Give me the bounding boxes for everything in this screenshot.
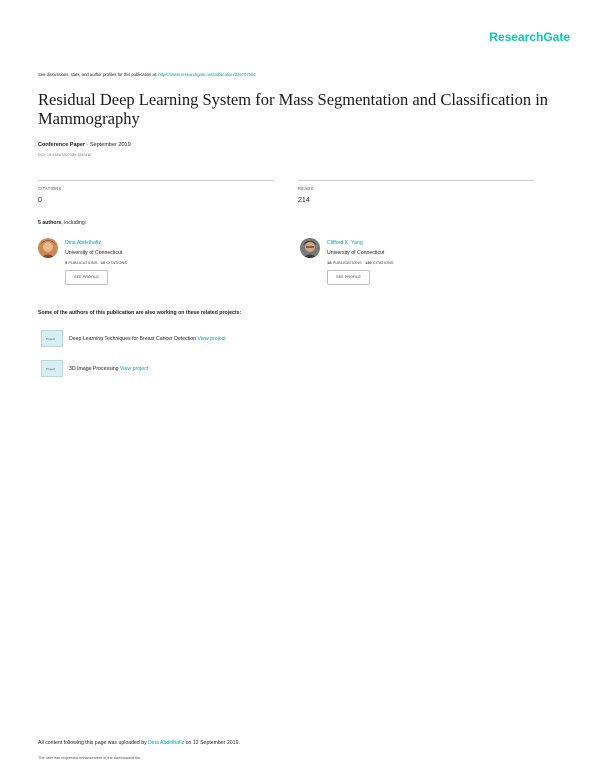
reads-value: 214 bbox=[298, 197, 310, 204]
reads-stat bbox=[298, 180, 534, 204]
author-name-link[interactable]: Dina Abdelhafiz bbox=[65, 240, 102, 246]
researchgate-logo: ResearchGate bbox=[489, 30, 570, 44]
publication-date: · September 2019 bbox=[86, 142, 131, 148]
author-card bbox=[300, 238, 520, 290]
publication-type-line bbox=[38, 142, 131, 148]
view-project-link[interactable]: View project bbox=[120, 366, 149, 372]
project-icon bbox=[41, 360, 63, 377]
project-name: Deep Learning Techniques for Breast Cancer Detection bbox=[69, 336, 197, 342]
author-citations-count: 139 bbox=[364, 260, 372, 265]
publication-type: Conference Paper bbox=[38, 142, 86, 148]
upload-notice bbox=[38, 740, 240, 746]
author-institution: University of Connecticut bbox=[327, 250, 385, 256]
enhancement-note: The user has requested enhancement of the downloaded file. bbox=[38, 756, 142, 760]
see-profile-button[interactable]: SEE PROFILE bbox=[65, 270, 108, 285]
citations-value: 0 bbox=[38, 197, 42, 204]
author-publications-label: PUBLICATIONS bbox=[68, 260, 98, 265]
project-icon bbox=[41, 330, 63, 347]
avatar[interactable] bbox=[38, 238, 58, 258]
author-publications-count: 5 bbox=[65, 260, 68, 265]
author-citations-label: CITATIONS bbox=[106, 260, 128, 265]
see-profile-button[interactable]: SEE PROFILE bbox=[327, 270, 370, 285]
author-name-link[interactable]: Clifford K. Yang bbox=[327, 240, 363, 246]
project-item bbox=[38, 330, 338, 350]
authors-heading bbox=[38, 220, 86, 226]
author-stats bbox=[327, 260, 394, 265]
author-publications-label: PUBLICATIONS bbox=[332, 260, 362, 265]
avatar[interactable] bbox=[300, 238, 320, 258]
notice-line bbox=[38, 72, 256, 77]
author-citations-label: CITATIONS bbox=[372, 260, 394, 265]
author-citations-count: 10 bbox=[100, 260, 106, 265]
project-text bbox=[69, 366, 148, 372]
upload-suffix: on 12 September 2019. bbox=[184, 740, 240, 746]
notice-text: See discussions, stats, and author profiles for this publication at: bbox=[38, 72, 159, 77]
project-name: 3D Image Processing bbox=[69, 366, 119, 372]
project-item bbox=[38, 360, 338, 380]
view-project-link[interactable]: View project bbox=[197, 336, 226, 342]
project-text bbox=[69, 336, 226, 342]
publication-doi: DOI: 10.1145/3307339.3343187 bbox=[38, 153, 92, 157]
project-icon-label: Project bbox=[46, 337, 56, 341]
author-institution: University of Connecticut bbox=[65, 250, 123, 256]
author-publications-count: 18 bbox=[327, 260, 332, 265]
author-card bbox=[38, 238, 258, 290]
author-stats bbox=[65, 260, 127, 265]
upload-prefix: All content following this page was uploaded by bbox=[38, 740, 149, 746]
authors-count: 5 authors bbox=[38, 220, 62, 226]
publication-url-link[interactable]: https://www.researchgate.net/publication/335707594 bbox=[158, 72, 256, 77]
reads-label: READS bbox=[298, 186, 314, 191]
publication-title: Residual Deep Learning System for Mass Segmentation and Classification in Mammography bbox=[38, 90, 549, 128]
citations-stat bbox=[38, 180, 274, 204]
uploader-link[interactable]: Dina Abdelhafiz bbox=[148, 740, 185, 746]
projects-heading: Some of the authors of this publication are also working on these related projects: bbox=[38, 310, 242, 316]
project-icon-label: Project bbox=[46, 367, 56, 371]
authors-including: , including: bbox=[61, 220, 87, 226]
citations-label: CITATIONS bbox=[38, 186, 62, 191]
